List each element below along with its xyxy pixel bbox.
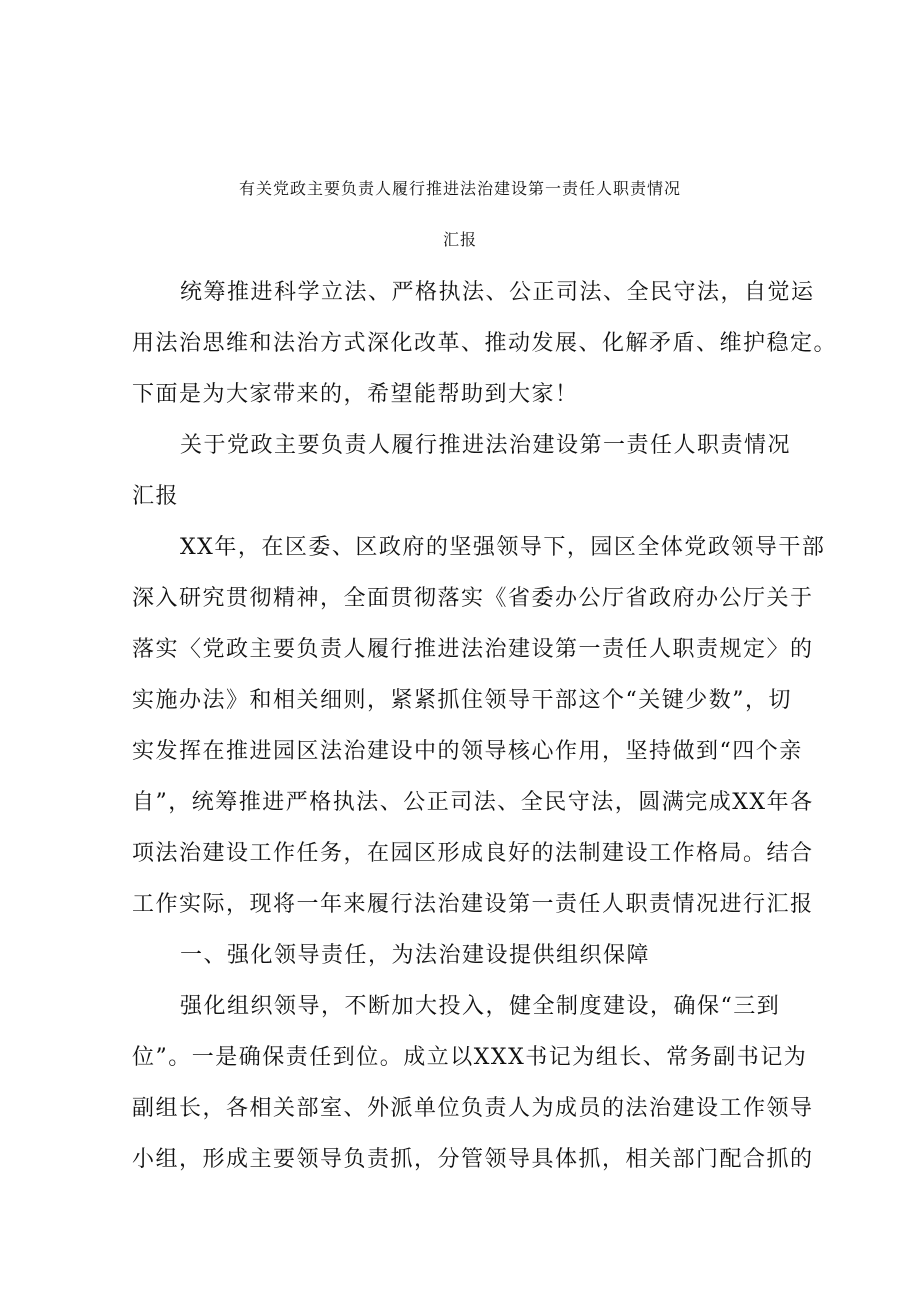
subtitle-line-2: 汇报 (132, 484, 180, 509)
section-1-line-2: 位”。一是确保责任到位。成立以XXX书记为组长、常务副书记为 (132, 1045, 808, 1070)
subtitle-line-1: 关于党政主要负责人履行推进法治建设第一责任人职责情况 (180, 433, 792, 458)
body-line-5: 实发挥在推进园区法治建设中的领导核心作用，坚持做到“四个亲 (132, 739, 803, 764)
body-line-6: 自”，统筹推进严格执法、公正司法、全民守法，圆满完成XX年各 (132, 790, 814, 815)
body-line-1: XX年，在区委、区政府的坚强领导下，园区全体党政领导干部 (180, 535, 826, 560)
section-1-line-1: 强化组织领导，不断加大投入，健全制度建设，确保“三到 (180, 994, 781, 1019)
intro-line-2: 用法治思维和法治方式深化改革、推动发展、化解矛盾、维护稳定。 (132, 331, 838, 356)
body-line-2: 深入研究贯彻精神，全面贯彻落实《省委办公厅省政府办公厅关于 (132, 586, 814, 611)
intro-line-3: 下面是为大家带来的，希望能帮助到大家！ (132, 382, 579, 407)
section-1-line-3: 副组长，各相关部室、外派单位负责人为成员的法治建设工作领导 (132, 1096, 814, 1121)
body-line-7: 项法治建设工作任务，在园区形成良好的法制建设工作格局。结合 (132, 841, 814, 866)
section-1-line-4: 小组，形成主要领导负责抓，分管领导具体抓，相关部门配合抓的 (132, 1147, 814, 1172)
section-1-heading: 一、强化领导责任，为法治建设提供组织保障 (180, 943, 651, 968)
body-line-3: 落实〈党政主要负责人履行推进法治建设第一责任人职责规定〉的 (132, 637, 814, 662)
body-line-4: 实施办法》和相关细则，紧紧抓住领导干部这个“关键少数”，切 (132, 688, 792, 713)
body-line-8: 工作实际，现将一年来履行法治建设第一责任人职责情况进行汇报 (132, 892, 814, 917)
intro-line-1: 统筹推进科学立法、严格执法、公正司法、全民守法，自觉运 (180, 280, 815, 305)
document-title-line-2: 汇报 (442, 230, 477, 249)
document-title-line-1: 有关党政主要负责人履行推进法治建设第一责任人职责情况 (238, 179, 681, 198)
